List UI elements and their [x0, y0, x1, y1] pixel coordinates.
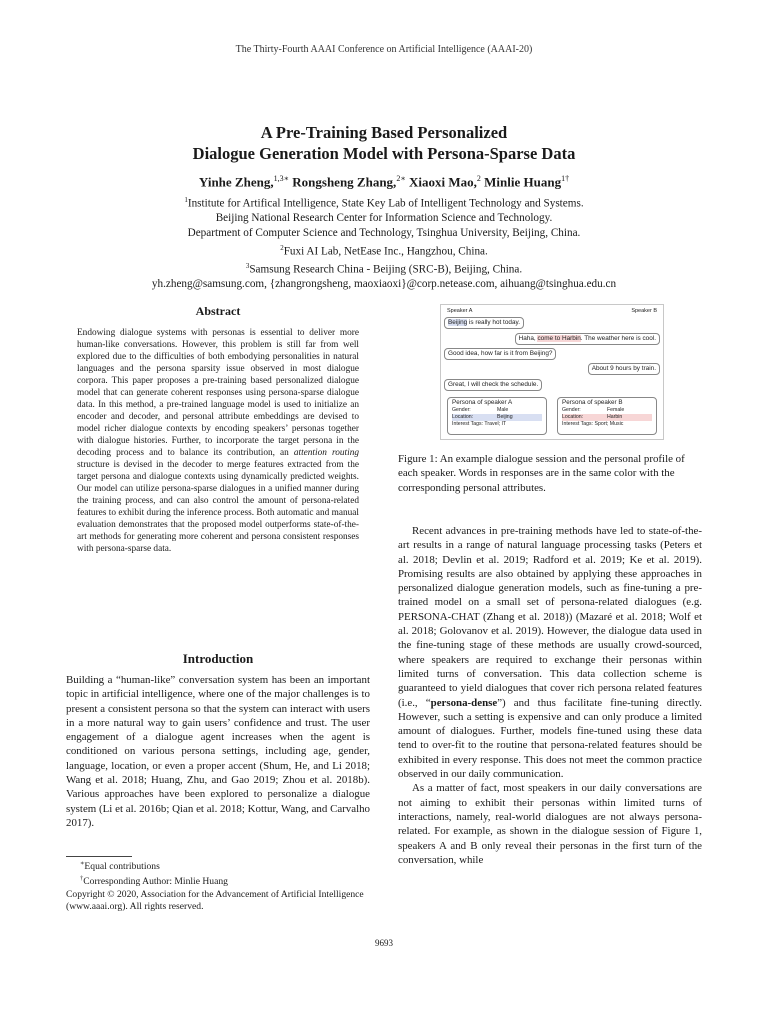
- figure-1-caption: Figure 1: An example dialogue session and the personal profile of each speaker. Words in responses are in the same color with the corresponding personal attributes.: [398, 453, 685, 494]
- footnote-sup: †: [80, 875, 84, 883]
- author-sup: 2∗: [396, 174, 406, 183]
- highlight-location: come to Harbin: [537, 335, 581, 342]
- persona-key: Location:: [562, 414, 584, 421]
- author-name: Minlie Huang: [484, 174, 562, 190]
- footnote-rule: [66, 856, 132, 857]
- author-name: Yinhe Zheng,: [198, 174, 274, 190]
- author-name: Xiaoxi Mao,: [409, 174, 477, 190]
- footnote-2: [66, 873, 370, 888]
- utterance-b-2: About 9 hours by train.: [588, 363, 660, 375]
- affiliation-text: Institute for Artifical Intelligence, State Key Lab of Intelligent Technology and Systems.: [187, 197, 584, 210]
- persona-value: Interest Tags: Sport; Music: [562, 421, 624, 428]
- introduction-body: [66, 673, 370, 830]
- persona-row: [452, 421, 542, 428]
- highlight-location: Beijing: [448, 319, 468, 326]
- persona-a-box: [447, 397, 547, 435]
- persona-row: [452, 414, 542, 421]
- persona-title: Persona of speaker A: [452, 399, 513, 406]
- affiliation-3: [0, 259, 768, 277]
- persona-row: [452, 407, 542, 414]
- title-line-2: Dialogue Generation Model with Persona-Sparse Data: [192, 144, 576, 163]
- abstract-body: [77, 327, 359, 555]
- affiliation-1c: Department of Computer Science and Technology, Tsinghua University, Beijing, China.: [187, 226, 581, 239]
- persona-value: Male: [497, 407, 509, 413]
- persona-value: Beijing: [497, 414, 513, 421]
- utterance-b-1: [515, 333, 660, 345]
- author-name: Rongsheng Zhang,: [292, 174, 397, 190]
- utterance-text: Haha,: [518, 335, 538, 342]
- affiliation-sup: 3: [245, 261, 250, 270]
- introduction-heading: Introduction: [182, 651, 254, 666]
- persona-row: [562, 414, 652, 421]
- utterance-text: . The weather here is cool.: [580, 335, 656, 342]
- affiliation-sup: 1: [184, 196, 188, 204]
- intro-paragraph: Building a “human-like” conversation system has been an important topic in artificial intelligence, where one of the major challenges is to present a consistent persona so that the system can interact with users in a more natural way to gain users’ confidence and trust. The user engagement of a dialogue agent increases when the agent is conditioned on various persona settings, including age, gender, language, location, or even a proper accent (Shum, He, and Li 2018; Wang et al. 2018; Huang, Zhu, and Gao 2019; Zhou et al. 2018b). Various approaches have been explored to personalize a dialogue system (Li et al. 2016b; Qian et al. 2018; Kottur, Wang, and Carvalho 2017).: [66, 674, 370, 829]
- abstract-text: Endowing dialogue systems with personas is essential to deliver more human-like conversations. However, this problem is still far from well explored due to the difficulties of both embodying personalities in natural languages and the persona sparsity issue observed in most dialogue corpora. This paper proposes a pre-training based personalized dialogue model that can generate coherent responses using persona-sparse dialogue data. In this method, a pre-trained language model is used to initialize an encoder and decoder, and personal attribute embeddings are devised to model richer dialogue contexts by encoding speakers’ personas together with dialogue histories. Further, to incorporate the target persona in the decoding process and to balance its contribution, an: [77, 328, 359, 458]
- persona-row: [562, 407, 652, 414]
- body-text: Recent advances in pre-training methods have led to state-of-the-art results in a range of natural language processing tasks (Peters et al. 2018; Devlin et al. 2019; Radford et al. 2019; Ke et al. 2019). Promising results are also obtained by applying these approaches in personalized dialogue generation models, such as fine-tuning a pre-trained model on a small set of persona-related dialogues (e.g. PERSONA-CHAT (Zhang et al. 2018)) (Mazaré et al. 2018; Wolf et al. 2018; Golovanov et al. 2019). However, the dialogue data used in the fine-tuning stage of these methods are usually crowd-sourced, where speakers are required to exchange their personas within limited turns of conversation. This data collection scheme is guaranteed to yield dialogues that cover rich persona related features (i.e., “: [398, 525, 702, 709]
- author-list: [0, 174, 768, 190]
- affiliation-1: [0, 193, 768, 211]
- paper-title: [0, 122, 768, 164]
- affiliation-text: Samsung Research China - Beijing (SRC-B), Beijing, China.: [249, 263, 523, 276]
- author-sup: 1†: [561, 174, 570, 183]
- persona-value: Interest Tags: Travel; IT: [452, 421, 507, 428]
- right-column-body: [398, 524, 702, 867]
- author-sup: 1,3∗: [273, 174, 290, 183]
- footnote-text: Corresponding Author: Minlie Huang: [83, 876, 228, 888]
- persona-b-box: [557, 397, 657, 435]
- persona-value: Harbin: [607, 414, 623, 421]
- affiliation-1b: Beijing National Research Center for Information Science and Technology.: [215, 212, 553, 225]
- speaker-a-label: Speaker A: [447, 308, 473, 314]
- copyright: Copyright © 2020, Association for the Advancement of Artificial Intelligence (www.aaai.org). All rights reserved.: [66, 888, 364, 912]
- affiliations: [0, 193, 768, 292]
- utterance-a-3: Great, I will check the schedule.: [444, 379, 542, 391]
- affiliation-text: Fuxi AI Lab, NetEase Inc., Hangzhou, China.: [283, 245, 488, 258]
- body-bold: persona-dense: [430, 696, 498, 709]
- affiliation-2: [0, 241, 768, 259]
- persona-key: Gender:: [452, 407, 471, 413]
- abstract-italic: attention routing: [293, 448, 359, 458]
- footnotes: [66, 858, 370, 913]
- affiliation-sup: 2: [280, 243, 284, 252]
- page-number: 9693: [375, 938, 393, 948]
- persona-key: Location:: [452, 414, 474, 421]
- utterance-a-1: [444, 317, 524, 329]
- persona-value: Female: [607, 407, 625, 413]
- figure-1-dialogue: [440, 304, 664, 440]
- footnote-1: [66, 858, 370, 873]
- speaker-b-label: Speaker B: [631, 308, 657, 314]
- abstract-heading: Abstract: [195, 304, 241, 318]
- abstract-text: structure is devised in the decoder to merge features extracted from the target persona and dialogue contexts using dynamically predicted weights. Our model can utilize persona-sparse dialogues in a unified manner during the training process, and can also control the amount of persona-related features to exhibit during the inference process. Both automatic and manual evaluation demonstrates that the proposed model outperforms state-of-the-art methods for generating more coherent and persona consistent responses with persona-sparse data.: [77, 460, 359, 554]
- abstract-paragraph: [77, 327, 359, 555]
- body-paragraph: [398, 524, 702, 781]
- body-paragraph: As a matter of fact, most speakers in our daily conversations are not aiming to exhibit their personas within limited turns of interactions, namely, real-world dialogues are not always persona-related. For example, as shown in the dialogue session of Figure 1, speakers A and B only reveal their personas in the first turn of the conversation, while: [398, 782, 702, 866]
- author-sup: 2: [476, 174, 481, 183]
- body-text: ”) and thus facilitate fine-tuning directly. However, such a setting is expensive and can only produce a limited amount of dialogues. Further, models fine-tuned using these data tend to over-fit to the routine that persona-related features should be exhibited in every response. This does not meet the common practice observed in our daily communication.: [398, 696, 702, 781]
- author-emails: yh.zheng@samsung.com, {zhangrongsheng, maoxiaoxi}@corp.netease.com, aihuang@tsinghua.edu.cn: [151, 278, 617, 291]
- persona-key: Gender:: [562, 407, 581, 413]
- utterance-text: is really hot today.: [467, 319, 520, 326]
- conference-header: The Thirty-Fourth AAAI Conference on Artificial Intelligence (AAAI-20): [235, 44, 533, 55]
- persona-title: Persona of speaker B: [562, 399, 623, 406]
- footnote-text: Equal contributions: [84, 861, 160, 873]
- utterance-a-2: Good idea, how far is it from Beijing?: [444, 348, 556, 360]
- persona-row: [562, 421, 652, 428]
- footnote-sup: ∗: [80, 860, 85, 867]
- title-line-1: A Pre-Training Based Personalized: [260, 123, 508, 142]
